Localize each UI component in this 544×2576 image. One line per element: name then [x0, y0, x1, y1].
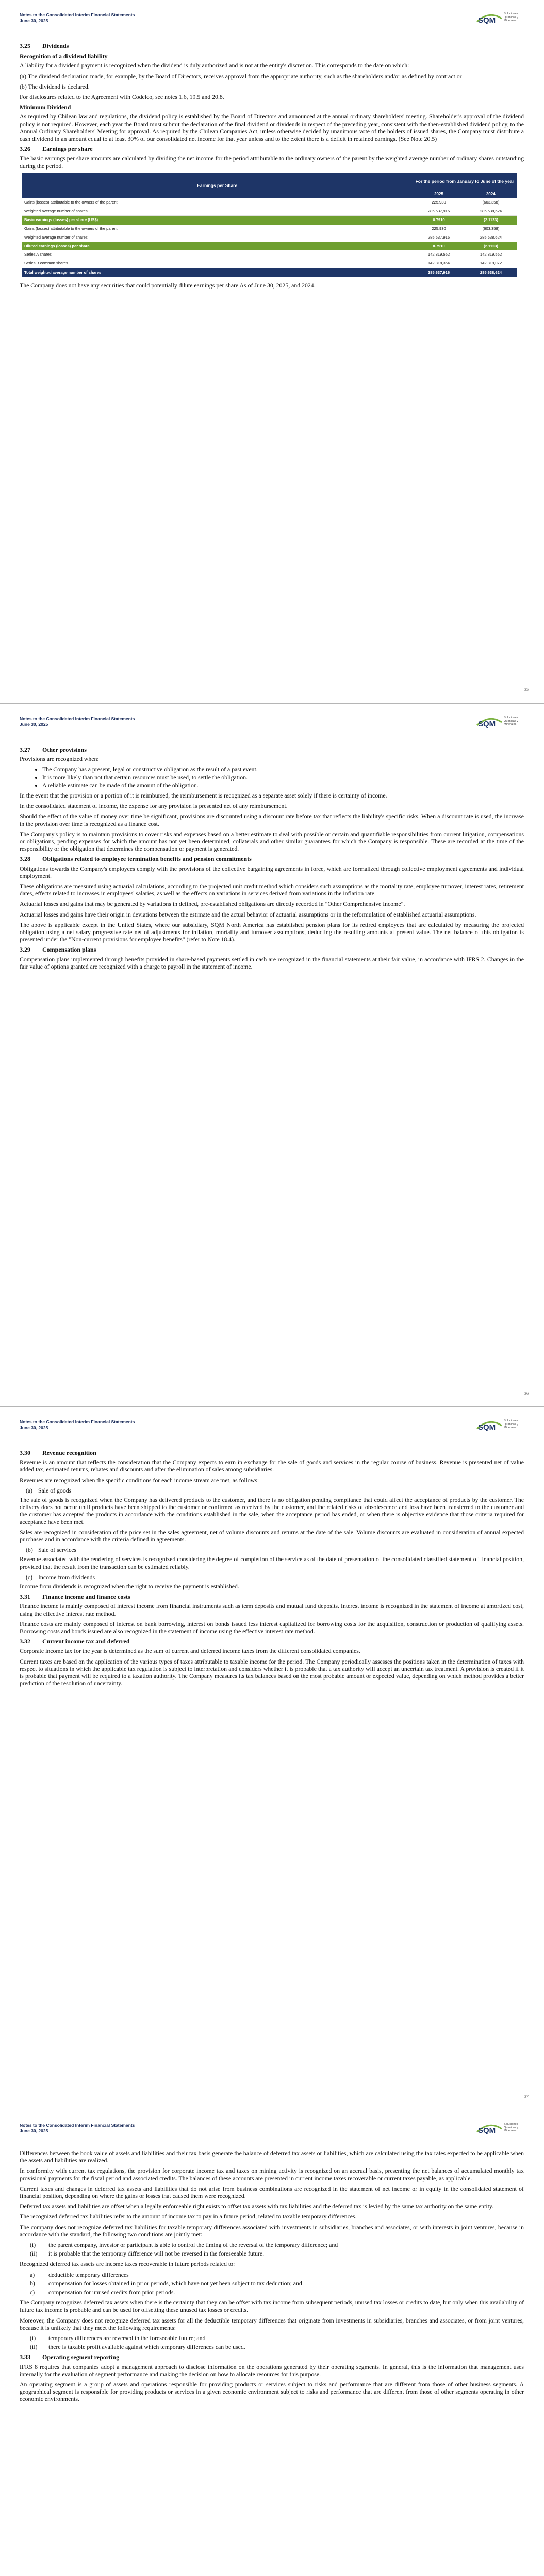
condition-list	[30, 2334, 524, 2350]
cell-value: 285,637,916	[413, 268, 465, 277]
list-item: (ii) there is taxable profit available against which temporary differences can be used.	[30, 2343, 245, 2351]
list-item: • A reliable estimate can be made of the amount of the obligation.	[42, 782, 524, 789]
table-row	[22, 259, 517, 268]
list-item: (ii) it is probable that the temporary difference will not be reversed in the foreseeable future.	[30, 2250, 265, 2258]
cell-value: 142,818,364	[413, 259, 465, 268]
table-row	[22, 207, 517, 216]
row-label: Total weighted average number of shares	[22, 268, 413, 277]
subsection-heading: (b) Sale of services	[26, 1546, 77, 1554]
row-label: Series A shares	[22, 250, 413, 259]
sqm-logo-icon	[476, 713, 503, 728]
paragraph: Actuarial losses and gains that may be generated by variations in defined, pre-established obligations are directly recorded in "Other Comprehensive Income".	[20, 900, 405, 908]
cell-value: 0.7910	[413, 242, 465, 251]
page-header	[20, 2123, 135, 2134]
header-title: Notes to the Consolidated Interim Financial Statements	[20, 2123, 135, 2128]
cell-value: 225,930	[413, 225, 465, 233]
sqm-logo	[476, 9, 525, 25]
page-header	[20, 1419, 135, 1431]
cell-value: (2.1123)	[465, 242, 517, 251]
list-item: • The Company has a present, legal or constructive obligation as the result of a past event.	[42, 766, 524, 773]
row-label: Weighted average number of shares	[22, 233, 413, 242]
paragraph: Differences between the book value of assets and liabilities and their tax basis generate the balance of deferred tax assets or liabilities, which are calculated using the tax rates expected to be applicable when the assets and liabilities are realized.	[20, 2149, 524, 2164]
paragraph: In conformity with current tax regulations, the provision for corporate income tax and taxes on mining activity is recognized on an accrual basis, presenting the net balances of accumulated monthly tax provisional payments for the fiscal period and associated credits. The balances of these accounts are presented in current income taxes recoverable or current taxes payable, as applicable.	[20, 2167, 524, 2182]
cell-value: (603,358)	[465, 225, 517, 233]
paragraph: Current taxes and changes in deferred tax assets and liabilities that do not arise from business combinations are recognized in the statement of net income or in equity in the consolidated statement of financial position, depending on where the gains or losses that caused them were recognized.	[20, 2184, 524, 2200]
list-item: b) compensation for losses obtained in prior periods, which have not yet been subject to tax deduction; and	[30, 2279, 302, 2287]
section-heading: 3.32 Current income tax and deferred	[20, 1638, 130, 1646]
paragraph: Corporate income tax for the year is determined as the sum of current and deferred income taxes from the different consolidated companies.	[20, 1647, 360, 1655]
sqm-logo-icon	[476, 9, 503, 25]
paragraph: Revenue associated with the rendering of services is recognized considering the degree of completion of the service as of the date of presentation of the consolidated classified statement of financial position, provided that the result from the transaction can be estimated reliably.	[20, 1555, 524, 1570]
bullet-list	[20, 766, 524, 789]
sqm-logo-icon	[476, 2120, 503, 2135]
paragraph: (a) The dividend declaration made, for example, by the Board of Directors, receives approval from the appropriate authority, such as the shareholders and/or as defined by contract or	[20, 72, 462, 80]
section-heading: 3.33 Operating segment reporting	[20, 2353, 120, 2361]
year-header: 2025	[413, 190, 465, 198]
row-label: Gains (losses) attributable to the owners of the parent	[22, 225, 413, 233]
section-heading: 3.31 Finance income and finance costs	[20, 1593, 130, 1601]
subheading: Minimum Dividend	[20, 104, 71, 111]
section-heading: 3.26 Earnings per share	[20, 145, 93, 153]
list-item: (i) temporary differences are reversed in the foreseeable future; and	[30, 2334, 206, 2342]
paragraph: Sales are recognized in consideration of the price set in the sales agreement, net of volume discounts and returns at the date of the sale. Volume discounts are evaluated in consideration of annual expected purchases and in accordance with the criteria defined in agreements.	[20, 1528, 524, 1544]
paragraph: The basic earnings per share amounts are calculated by dividing the net income for the period attributable to the ordinary owners of the parent by the weighted average number of ordinary shares outstanding during the period.	[20, 155, 524, 170]
row-label: Gains (losses) attributable to the owners of the parent	[22, 198, 413, 207]
paragraph: Obligations towards the Company's employees comply with the provisions of the collective bargaining agreements in force, which are formalized through collective employment agreements and individual employment.	[20, 865, 524, 879]
paragraph: Should the effect of the value of money over time be significant, provisions are discounted using a discount rate before tax that reflects the liability's specific risks. When a discount rate is used, the increase in the provision over time is recognized as a finance cost.	[20, 812, 524, 827]
header-date: June 30, 2025	[20, 2128, 48, 2133]
table-row	[22, 242, 517, 251]
paragraph: The Company's policy is to maintain provisions to cover risks and expenses based on a better estimate to deal with possible or certain and quantifiable responsibilities from current litigation, compensations or obligations, pending expenses for which the amount has not yet been determined, collaterals and other similar guarantees for which the Company is responsible. These are recorded at the time of the responsibility or the obligation that determines the compensation or payment is generated.	[20, 830, 524, 853]
page-36	[0, 703, 544, 1407]
page-number: 35	[524, 687, 529, 692]
svg-text:SQM: SQM	[478, 16, 496, 25]
page-body	[20, 39, 524, 292]
row-label: Diluted earnings (losses) per share	[22, 242, 413, 251]
paragraph: As required by Chilean law and regulations, the dividend policy is established by the Board of Directors and announced at the annual ordinary shareholders' meeting. Shareholder's approval of the dividend policy is not required. However, each year the Board must submit the declaration of the final dividend or dividends in respect of the preceding year, consistent with the then-established dividend policy, to the Annual Ordinary Shareholders' Meeting for approval. As required by the Chilean Companies Act, unless otherwise decided by unanimous vote of the holders of issued shares, the Company must distribute a cash dividend in an amount equal to at least 30% of our consolidated net income for that year unless and to the extent there is a deficit in retained earnings. (See Note 20.5)	[20, 113, 524, 143]
logo-tagline: Soluciones Químicas y Minerales	[504, 1419, 518, 1430]
section-heading: 3.28 Obligations related to employee termination benefits and pension commitments	[20, 855, 252, 863]
paragraph: In the consolidated statement of income, the expense for any provision is presented net of any reimbursement.	[20, 802, 288, 810]
paragraph: Revenues are recognized when the specific conditions for each income stream are met, as follows:	[20, 1476, 259, 1484]
page-header	[20, 12, 135, 24]
logo-tagline: Soluciones Químicas y Minerales	[504, 716, 518, 726]
table-row	[22, 225, 517, 233]
paragraph: Finance costs are mainly composed of interest on bank borrowing, interest on bonds issued less interest capitalized for borrowing costs for the acquisition, construction or production of qualifying assets. Borrowing costs and bonds issued are also recognized in the statement of income using the effective interest rate method.	[20, 1620, 524, 1635]
paragraph: Moreover, the Company does not recognize deferred tax assets for all the deductible temporary differences that originate from investments in subsidiaries, branches and associates, or from joint ventures, because it is unlikely that they meet the following requirements:	[20, 2316, 524, 2331]
cell-value: (2.1123)	[465, 216, 517, 225]
paragraph: Finance income is mainly composed of interest income from financial instruments such as term deposits and mutual fund deposits. Interest income is recognized in the statement of income at amortized cost, using the effective interest rate method.	[20, 1602, 524, 1617]
cell-value: 225,930	[413, 198, 465, 207]
page-35	[0, 0, 544, 703]
svg-text:SQM: SQM	[478, 2126, 496, 2135]
table-row	[22, 250, 517, 259]
table-row	[22, 233, 517, 242]
header-title: Notes to the Consolidated Interim Financial Statements	[20, 1419, 135, 1425]
logo-tagline: Soluciones Químicas y Minerales	[504, 2123, 518, 2133]
page-37	[0, 1406, 544, 2110]
svg-text:SQM: SQM	[478, 1423, 496, 1432]
cell-value: 0.7910	[413, 216, 465, 225]
header-date: June 30, 2025	[20, 18, 48, 23]
paragraph: Recognized deferred tax assets are income taxes recoverable in future periods related to:	[20, 2260, 235, 2268]
paragraph: Deferred tax assets and liabilities are offset when a legally enforceable right exists to offset tax assets with tax liabilities and the deferred tax is levied by the same tax authority on the same entity.	[20, 2202, 493, 2210]
page-number: 37	[524, 2094, 529, 2099]
page-header	[20, 716, 135, 727]
paragraph: Revenue is an amount that reflects the consideration that the Company expects to earn in exchange for the sale of goods and services in the regular course of business. Revenue is presented net of value added tax, estimated returns, rebates and discounts and after the elimination of sales among subsidiaries.	[20, 1459, 524, 1473]
section-heading: 3.27 Other provisions	[20, 746, 87, 753]
condition-list	[30, 2241, 524, 2257]
paragraph: The above is applicable except in the United States, where our subsidiary, SQM North America has established pension plans for its retired employees that are calculated by measuring the projected obligation using a net salary progressive rate net of adjustments for inflation, mortality and turnover assumptions, deducting the resulting amounts at present value. The net balance of this obligation is presented under the "Non-current provisions for employee benefits" (refer to Note 18.4).	[20, 921, 524, 943]
header-title: Notes to the Consolidated Interim Financial Statements	[20, 12, 135, 18]
subsection-heading: (a) Sale of goods	[26, 1486, 72, 1494]
list-item: (i) the parent company, investor or participant is able to control the timing of the reversal of the temporary difference; and	[30, 2241, 338, 2249]
year-header: 2024	[465, 190, 517, 198]
paragraph: The recognized deferred tax liabilities refer to the amount of income tax to pay in a future period, related to taxable temporary differences.	[20, 2213, 357, 2221]
cell-value: 285,637,916	[413, 233, 465, 242]
paragraph: An operating segment is a group of assets and operations responsible for providing products or services subject to risks and performance that are different from those of other business segments. A geographical segment is responsible for providing products or services in a given economic environment subject to risks and performance that are different from those of other segments operating in other economic environments.	[20, 2381, 524, 2403]
paragraph: The sale of goods is recognized when the Company has delivered products to the customer, and there is no obligation pending compliance that could affect the acceptance of products by the customer. The delivery does not occur until products have been shipped to the customer or confirmed as received by the customer, and the related risks of obsolescence and loss have been transferred to the customer and the customer has accepted the products in accordance with the conditions established in the sale, when the acceptance period has ended, or when there is objective evidence that those criteria required for acceptance have been met.	[20, 1496, 524, 1526]
subsection-heading: (c) Income from dividends	[26, 1573, 95, 1581]
paragraph: Current taxes are based on the application of the various types of taxes attributable to taxable income for the period. The Company periodically assesses the positions taken in the determination of taxes with respect to situations in which the applicable tax regulation is subject to interpretation and considers whether it is probable that a tax authority will accept an uncertain tax treatment. A provision is created if it is probable that payment will be required to a taxation authority. The Company measures its tax balances based on the most probable amount or expected value, depending on which method provides a better prediction of the resolution of uncertainty.	[20, 1657, 524, 1687]
paragraph: For disclosures related to the Agreement with Codelco, see notes 1.6, 19.5 and 20.8.	[20, 93, 224, 101]
row-label: Basic earnings (losses) per share (US$)	[22, 216, 413, 225]
paragraph: Provisions are recognized when:	[20, 755, 99, 763]
page-38	[0, 2110, 544, 2576]
page-body	[20, 2149, 524, 2406]
section-heading: 3.29 Compensation plans	[20, 946, 96, 954]
paragraph: IFRS 8 requires that companies adopt a management approach to disclose information on the operations generated by their operating segments. In general, this is the information that management uses internally for the evaluation of segment performance and making the decision on how to allocate resources for this purpose.	[20, 2363, 524, 2378]
cell-value: 142,819,552	[413, 250, 465, 259]
cell-value: (603,358)	[465, 198, 517, 207]
cell-value: 285,638,624	[465, 233, 517, 242]
paragraph: In the event that the provision or a portion of it is reimbursed, the reimbursement is recognized as a separate asset solely if there is certainty of income.	[20, 792, 387, 800]
earnings-per-share-table	[22, 173, 517, 277]
paragraph: The Company does not have any securities that could potentially dilute earnings per share As of June 30, 2025, and 2024.	[20, 281, 316, 289]
section-heading: 3.25 Dividends	[20, 42, 69, 49]
subheading: Recognition of a dividend liability	[20, 53, 108, 60]
paragraph: (b) The dividend is declared.	[20, 82, 90, 90]
page-body	[20, 1446, 524, 1690]
list-item: a) deductible temporary differences	[30, 2270, 129, 2278]
sqm-logo-icon	[476, 1416, 503, 1432]
row-label: Series B common shares	[22, 259, 413, 268]
table-left-header: Earnings per Share	[22, 173, 413, 198]
paragraph: The company does not recognize deferred tax liabilities for taxable temporary differences associated with investments in subsidiaries, branches and associates, or with interests in joint ventures, because in accordance with the standard, the following two conditions are jointly met:	[20, 2223, 524, 2238]
paragraph: Compensation plans implemented through benefits provided in share-based payments settled in cash are recognized in the financial statements at their fair value, in accordance with IFRS 2. Changes in the fair value of options granted are recognized with a charge to payroll in the statement of income.	[20, 955, 524, 970]
row-label: Weighted average number of shares	[22, 207, 413, 216]
cell-value: 142,819,552	[465, 250, 517, 259]
header-title: Notes to the Consolidated Interim Financial Statements	[20, 716, 135, 721]
list-item: • It is more likely than not that certain resources must be used, to settle the obligation.	[42, 774, 524, 781]
list-item: c) compensation for unused credits from prior periods.	[30, 2289, 175, 2296]
cell-value: 142,819,072	[465, 259, 517, 268]
svg-text:SQM: SQM	[478, 720, 496, 728]
sqm-logo	[476, 2120, 525, 2135]
paragraph: Actuarial losses and gains have their origin in deviations between the estimate and the actual behavior of actuarial assumptions or in the reformulation of established actuarial assumptions.	[20, 910, 476, 918]
paragraph: A liability for a dividend payment is recognized when the dividend is duly authorized and is not at the entity's discretion. This corresponds to the date on which:	[20, 62, 409, 70]
sqm-logo	[476, 713, 525, 728]
cell-value: 285,638,624	[465, 268, 517, 277]
section-heading: 3.30 Revenue recognition	[20, 1449, 96, 1456]
header-date: June 30, 2025	[20, 1425, 48, 1430]
page-body	[20, 743, 524, 973]
table-row	[22, 198, 517, 207]
cell-value: 285,638,624	[465, 207, 517, 216]
table-row	[22, 216, 517, 225]
table-period-header: For the period from January to June of the year	[413, 173, 517, 190]
paragraph: Income from dividends is recognized when the right to receive the payment is established.	[20, 1583, 239, 1590]
logo-tagline: Soluciones Químicas y Minerales	[504, 12, 518, 23]
table-row	[22, 268, 517, 277]
paragraph: These obligations are measured using actuarial calculations, according to the projected unit credit method which considers such assumptions as the mortality rate, employee turnover, interest rates, retirement dates, effects related to increases in employees' salaries, as well as the effects on variations in services derived from variations in the inflation rate.	[20, 883, 524, 897]
page-number: 36	[524, 1391, 529, 1396]
cell-value: 285,637,916	[413, 207, 465, 216]
header-date: June 30, 2025	[20, 722, 48, 727]
sqm-logo	[476, 1416, 525, 1432]
condition-list	[30, 2271, 524, 2296]
paragraph: The Company recognizes deferred tax assets when there is the certainty that they can be offset with tax income from subsequent periods, unused tax losses or credits to date, but only when this availability of future tax income is probable and can be used for offsetting these unused tax losses or credits.	[20, 2299, 524, 2314]
